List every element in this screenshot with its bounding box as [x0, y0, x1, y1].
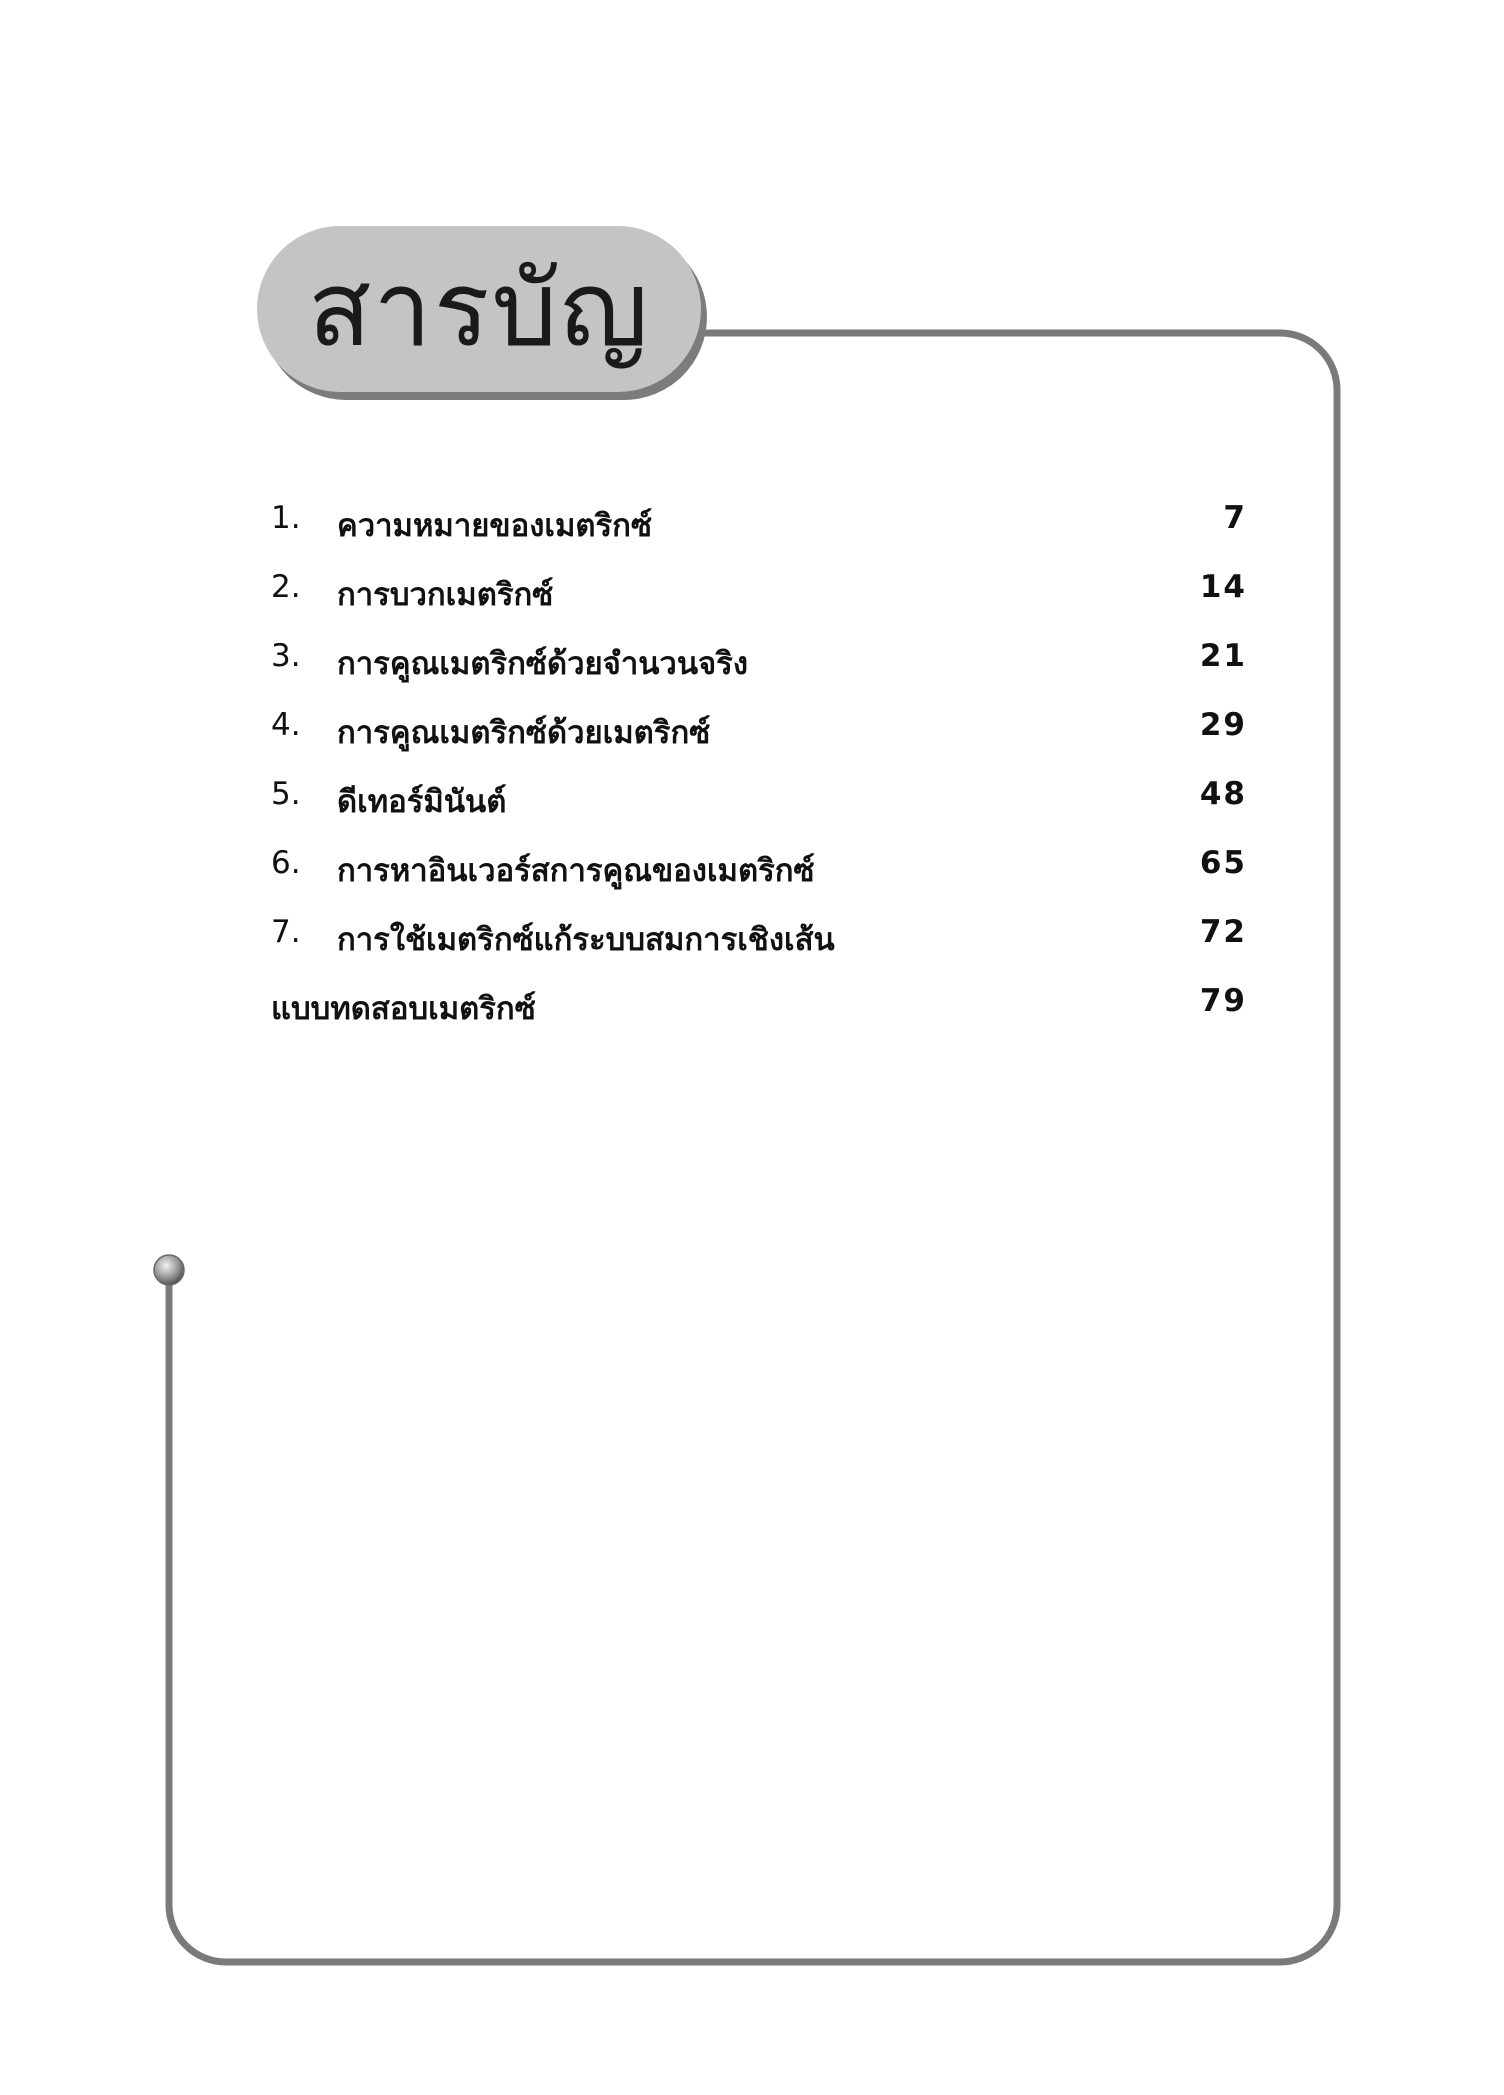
toc-number: 7.	[271, 914, 301, 950]
toc-page-number: 29	[1199, 707, 1247, 743]
toc-row-3	[271, 638, 1247, 707]
toc-title: การหาอินเวอร์สการคูณของเมตริกซ์	[337, 853, 815, 889]
toc-row-7	[271, 914, 1247, 983]
frame-knob-icon	[154, 1255, 184, 1285]
toc-row-test	[271, 983, 1247, 1052]
table-of-contents	[271, 500, 1247, 1052]
toc-title: การใช้เมตริกซ์แก้ระบบสมการเชิงเส้น	[337, 922, 835, 958]
toc-page-number: 7	[1223, 500, 1247, 536]
toc-page-number: 72	[1199, 914, 1247, 950]
toc-row-1	[271, 500, 1247, 569]
toc-number: 3.	[271, 638, 301, 674]
toc-title: แบบทดสอบเมตริกซ์	[271, 991, 536, 1027]
toc-number: 1.	[271, 500, 301, 536]
toc-page-number: 48	[1199, 776, 1247, 812]
toc-number: 4.	[271, 707, 301, 743]
toc-page-number: 79	[1199, 983, 1247, 1019]
toc-title: ดีเทอร์มินันต์	[337, 784, 507, 820]
toc-title: ความหมายของเมตริกซ์	[337, 508, 652, 544]
toc-row-4	[271, 707, 1247, 776]
toc-page-number: 21	[1199, 638, 1247, 674]
toc-number: 6.	[271, 845, 301, 881]
toc-title: การบวกเมตริกซ์	[337, 577, 554, 613]
toc-title: การคูณเมตริกซ์ด้วยเมตริกซ์	[337, 715, 711, 751]
toc-number: 2.	[271, 569, 301, 605]
toc-row-2	[271, 569, 1247, 638]
toc-number: 5.	[271, 776, 301, 812]
toc-page-number: 65	[1199, 845, 1247, 881]
toc-page-number: 14	[1199, 569, 1247, 605]
toc-title: การคูณเมตริกซ์ด้วยจำนวนจริง	[337, 646, 748, 682]
page-title: สารบัญ	[307, 248, 651, 370]
toc-row-5	[271, 776, 1247, 845]
toc-row-6	[271, 845, 1247, 914]
